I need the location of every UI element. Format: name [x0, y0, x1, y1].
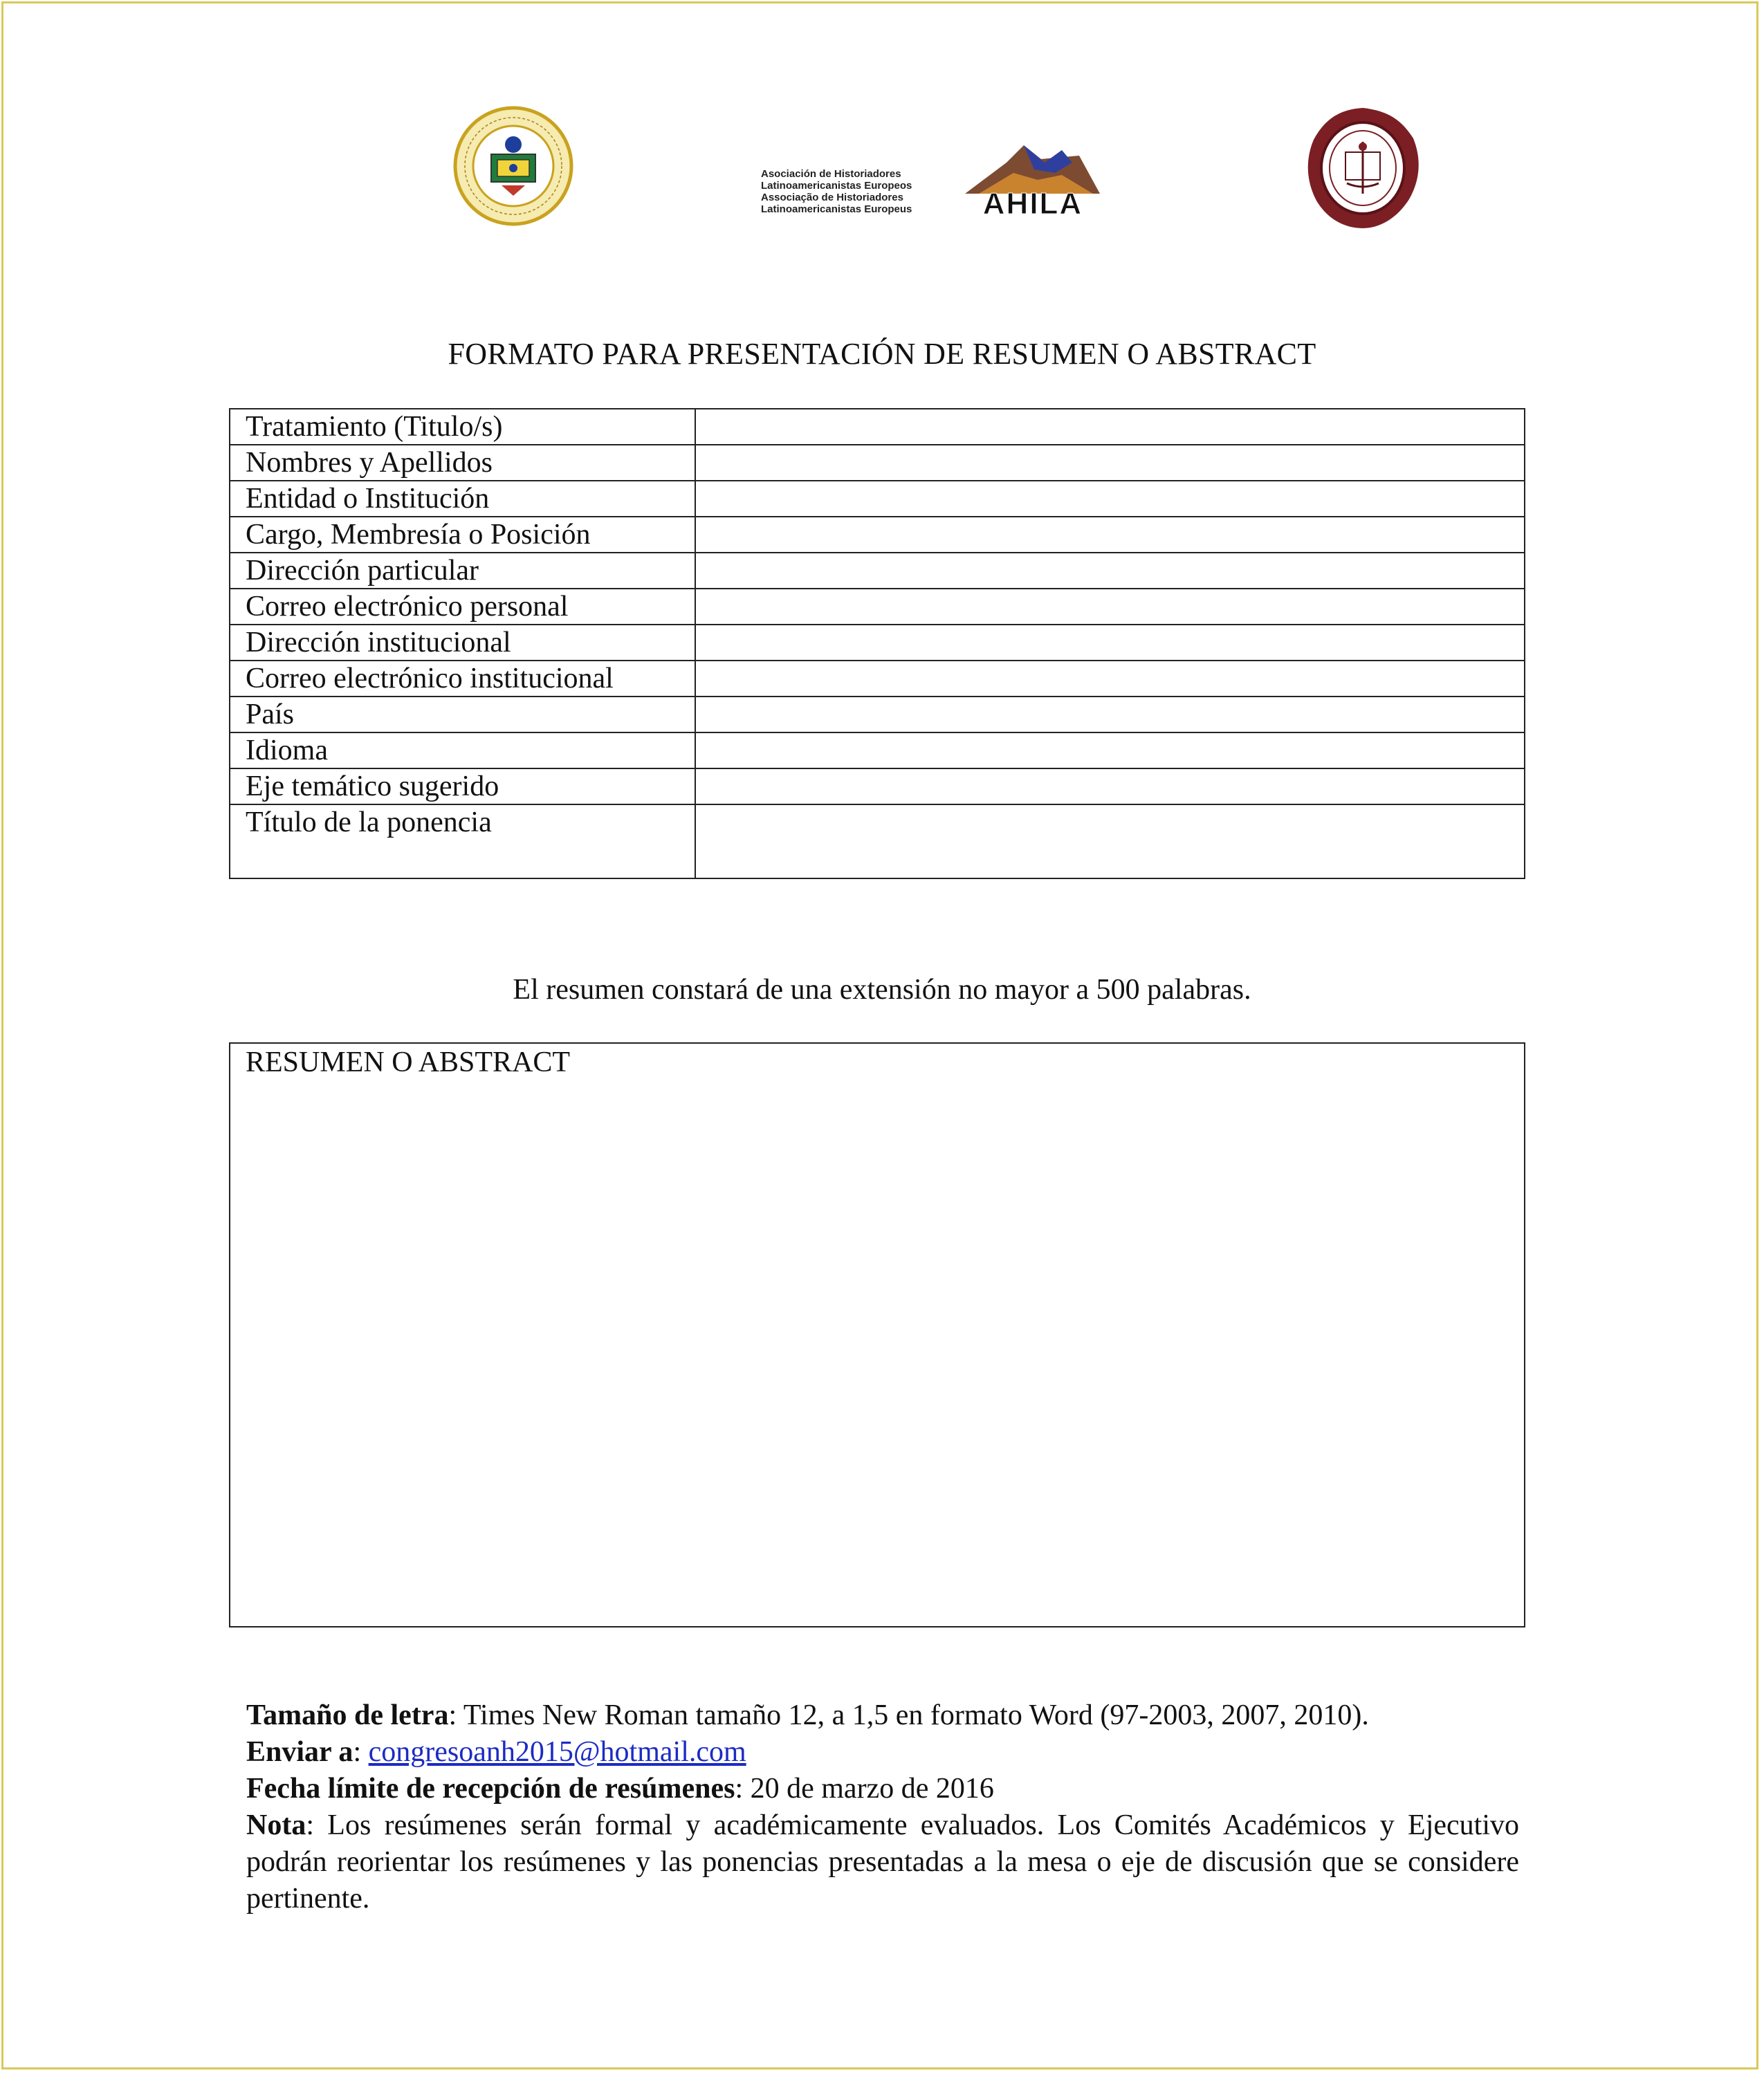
send-to-note — [246, 1734, 1519, 1771]
field-label: Nombres y Apellidos — [230, 445, 695, 481]
send-to-label: Enviar a — [246, 1736, 353, 1768]
table-row — [230, 553, 1525, 589]
academy-seal-logo — [1304, 104, 1422, 232]
note-text: : Los resúmenes serán formal y académicamente evaluados. Los Comités Académicos y Ejecutivo podrán reorientar los resúmenes y las ponencias presentadas a la mesa o eje de discusión que se considere pertinente. — [246, 1809, 1519, 1915]
ahila-line-3: Associação de Historiadores — [761, 192, 903, 203]
table-row — [230, 589, 1525, 625]
country-field[interactable] — [695, 697, 1525, 732]
table-row — [230, 661, 1525, 697]
deadline-label: Fecha límite de recepción de resúmenes — [246, 1773, 735, 1805]
abstract-textarea[interactable] — [229, 1042, 1525, 1627]
institutional-address-field[interactable] — [695, 625, 1525, 661]
extension-note: El resumen constará de una extensión no mayor a 500 palabras. — [513, 974, 1251, 1006]
ahila-line-2: Latinoamericanistas Europeos — [761, 180, 912, 192]
field-label: Correo electrónico personal — [230, 589, 695, 625]
field-label: Tratamiento (Titulo/s) — [230, 409, 695, 445]
ahila-wordmark: AHILA — [982, 187, 1083, 218]
deadline-note — [246, 1771, 1519, 1807]
personal-email-field[interactable] — [695, 589, 1525, 625]
ahila-line-1: Asociación de Historiadores — [761, 168, 901, 180]
academy-seal-icon — [1304, 104, 1422, 232]
field-label: Cargo, Membresía o Posición — [230, 517, 695, 553]
evaluation-note — [246, 1807, 1519, 1917]
font-size-label: Tamaño de letra — [246, 1699, 449, 1731]
table-row — [230, 625, 1525, 661]
table-row — [230, 697, 1525, 732]
position-field[interactable] — [695, 517, 1525, 553]
form-title: FORMATO PARA PRESENTACIÓN DE RESUMEN O ABSTRACT — [448, 337, 1316, 371]
paper-title-field[interactable] — [695, 804, 1525, 878]
registration-form-table — [229, 408, 1525, 879]
field-label: Correo electrónico institucional — [230, 661, 695, 697]
uce-logo — [453, 106, 574, 227]
table-row — [230, 517, 1525, 553]
ahila-logo — [761, 142, 1107, 218]
table-row — [230, 409, 1525, 445]
field-label: Idioma — [230, 732, 695, 768]
field-label: Dirección particular — [230, 553, 695, 589]
note-label: Nota — [246, 1809, 306, 1841]
submission-notes — [246, 1697, 1519, 1917]
table-row — [230, 732, 1525, 768]
uce-seal-icon — [453, 106, 574, 227]
thematic-axis-field[interactable] — [695, 768, 1525, 804]
font-size-text: : Times New Roman tamaño 12, a 1,5 en formato Word (97-2003, 2007, 2010). — [448, 1699, 1369, 1731]
ahila-line-4: Latinoamericanistas Europeus — [761, 203, 912, 215]
full-name-field[interactable] — [695, 445, 1525, 481]
field-label: Eje temático sugerido — [230, 768, 695, 804]
table-row — [230, 445, 1525, 481]
private-address-field[interactable] — [695, 553, 1525, 589]
table-row — [230, 481, 1525, 517]
treatment-field[interactable] — [695, 409, 1525, 445]
language-field[interactable] — [695, 732, 1525, 768]
institution-field[interactable] — [695, 481, 1525, 517]
institutional-email-field[interactable] — [695, 661, 1525, 697]
email-link[interactable]: congresoanh2015@hotmail.com — [368, 1736, 746, 1768]
field-label: Dirección institucional — [230, 625, 695, 661]
font-size-note — [246, 1697, 1519, 1734]
ahila-association-text — [761, 168, 912, 215]
table-row — [230, 768, 1525, 804]
field-label: País — [230, 697, 695, 732]
field-label: Entidad o Institución — [230, 481, 695, 517]
deadline-text: : 20 de marzo de 2016 — [735, 1773, 994, 1805]
abstract-label: RESUMEN O ABSTRACT — [246, 1046, 571, 1078]
field-label: Título de la ponencia — [230, 804, 695, 878]
ahila-mountain-icon — [958, 142, 1107, 218]
table-row — [230, 804, 1525, 878]
send-to-separator: : — [353, 1736, 369, 1768]
